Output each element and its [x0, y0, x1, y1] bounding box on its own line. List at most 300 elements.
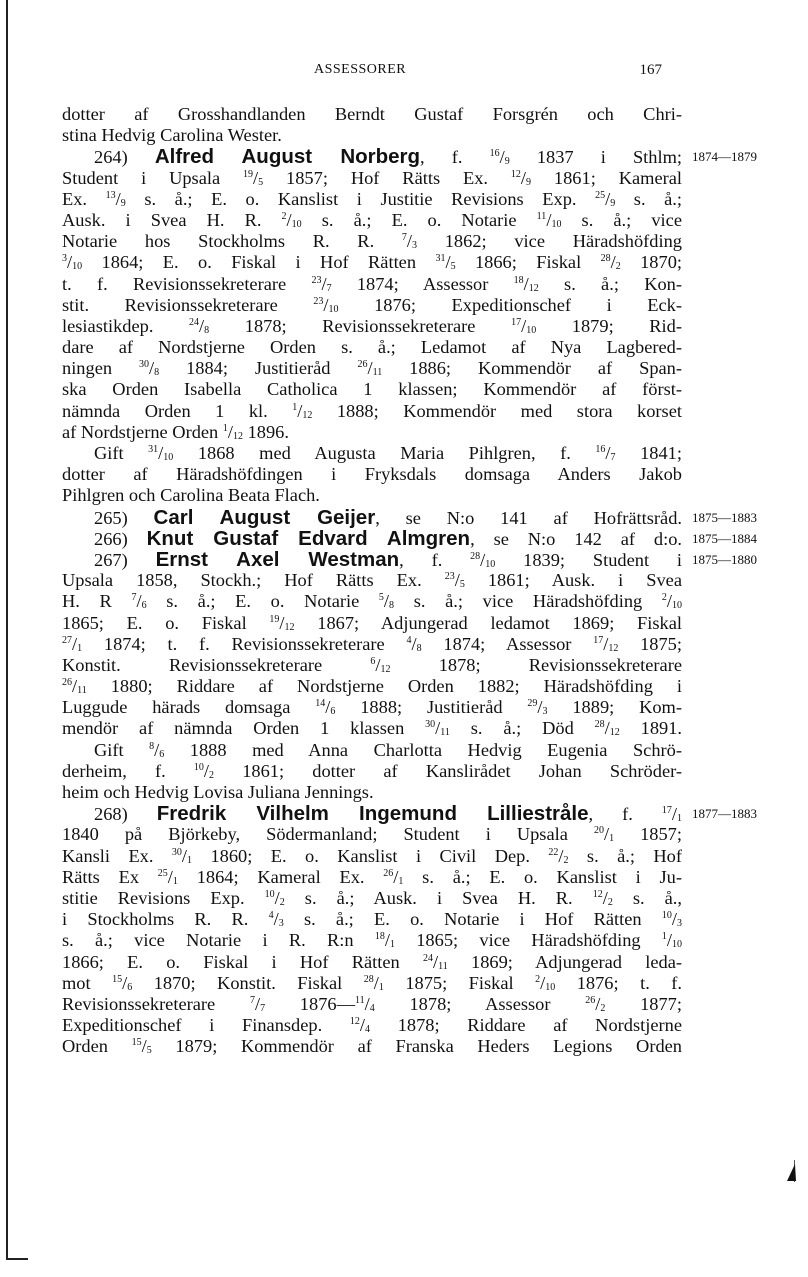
fraction-numerator: 13 — [105, 189, 116, 201]
page-edge-left — [6, 0, 8, 1260]
text-run: 1870; — [620, 252, 682, 273]
text-run: stina Hedvig Carolina Wester. — [62, 125, 282, 146]
fraction-numerator: 23 — [311, 274, 322, 286]
fraction-numerator: 10 — [193, 761, 204, 773]
text-run: 1840 på Björkeby, Södermanland; Student i Upsala — [62, 824, 594, 845]
fraction-denominator: 3 — [412, 240, 418, 252]
fraction-denominator: 5 — [459, 579, 465, 591]
text-run: 1861; Ausk. i Svea — [464, 570, 682, 591]
scan-mark-icon — [785, 1162, 797, 1182]
page-body — [62, 104, 757, 1057]
fraction-numerator: 25 — [157, 867, 168, 879]
fraction-denominator: 10 — [526, 324, 537, 336]
text-run: 1888; Justitieråd — [335, 697, 528, 718]
text-run: / — [364, 993, 370, 1014]
text-run: / — [181, 845, 188, 866]
text-run: mot — [62, 972, 113, 993]
text-run: heim och Hedvig Lovisa Juliana Jennings. — [62, 782, 374, 802]
fraction-denominator: 10 — [545, 981, 556, 993]
fraction-numerator: 18 — [513, 274, 524, 286]
fraction-numerator: 17 — [511, 316, 522, 328]
fraction-denominator: 10 — [672, 600, 682, 612]
fraction-denominator: 7 — [610, 452, 616, 463]
fraction-numerator: 6 — [370, 655, 376, 667]
fraction-numerator: 1 — [661, 931, 667, 943]
text-line — [62, 930, 682, 951]
text-line — [62, 782, 682, 803]
text-line — [62, 952, 682, 973]
text-run: / — [325, 697, 331, 718]
fraction-denominator: 3 — [676, 918, 682, 930]
fraction-denominator: 5 — [146, 1045, 152, 1057]
text-run: 1864; E. o. Fiskal i Hof Rätten — [82, 252, 436, 273]
text-run: 265) — [94, 507, 154, 528]
text-run: 1868 med Augusta Maria Pihlgren, f. — [173, 443, 596, 463]
text-run: , f. — [399, 549, 471, 570]
text-run: s. å.; Död — [449, 718, 595, 739]
text-line — [62, 401, 682, 422]
fraction-denominator: 10 — [291, 218, 302, 230]
fraction-denominator: 12 — [608, 642, 619, 654]
fraction-denominator: 3 — [278, 918, 284, 930]
fraction-denominator: 8 — [389, 600, 395, 612]
text-run: / — [433, 951, 439, 972]
fraction-numerator: 25 — [595, 189, 606, 201]
entry-267-name: Ernst Axel Westman — [155, 547, 400, 571]
text-run: / — [454, 570, 460, 591]
fraction-denominator: 12 — [232, 430, 243, 442]
fraction-numerator: 4 — [406, 634, 412, 646]
fraction-numerator: 24 — [423, 952, 433, 964]
fraction-denominator: 6 — [159, 748, 165, 760]
text-run: , se N:o 142 af d:o. — [470, 528, 683, 549]
fraction-numerator: 19 — [243, 168, 254, 180]
fraction-numerator: 22 — [548, 846, 559, 858]
text-run: 1865; vice Häradshöfding — [394, 930, 662, 951]
text-run: / — [154, 739, 160, 760]
text-run: / — [67, 252, 73, 273]
text-run: 1841; — [615, 443, 682, 463]
text-run: / — [384, 930, 390, 951]
text-run: / — [383, 591, 390, 612]
fraction-denominator: 1 — [609, 833, 615, 845]
fraction-denominator: 5 — [258, 176, 264, 188]
fraction-numerator: 12 — [510, 168, 521, 180]
text-run: / — [480, 549, 486, 570]
text-run: 1878; Assessor — [374, 993, 586, 1014]
fraction-numerator: 12 — [592, 888, 603, 900]
text-run: / — [411, 633, 417, 654]
fraction-denominator: 8 — [154, 367, 160, 379]
text-run: 1861; dotter af Kanslirådet Johan Schröder- — [214, 760, 682, 781]
entry-268-name: Fredrik Vilhelm Ingemund Lilliestråle — [156, 802, 589, 826]
text-run: 1888; Kommendör med stora korset — [312, 400, 682, 421]
margin-years: 1877—1883 — [692, 806, 757, 822]
fraction-denominator: 10 — [328, 303, 339, 315]
text-run: ska Orden Isabella Catholica 1 klassen; Kommendör af först- — [62, 379, 682, 400]
fraction-denominator: 5 — [450, 261, 456, 273]
fraction-numerator: 28 — [470, 550, 481, 562]
running-header — [62, 62, 662, 82]
text-run: / — [603, 824, 610, 845]
text-run: Student i Upsala — [62, 167, 244, 188]
text-run: 1874; Assessor — [331, 273, 514, 294]
fraction-denominator: 12 — [609, 727, 620, 739]
text-line — [62, 231, 682, 252]
fraction-denominator: 10 — [485, 558, 496, 570]
fraction-denominator: 1 — [77, 642, 83, 654]
text-run: ningen — [62, 358, 139, 379]
text-line — [62, 189, 682, 210]
text-run: 1857; Hof Rätts Ex. — [263, 167, 511, 188]
fraction-denominator: 9 — [526, 176, 532, 188]
text-run: 264) — [94, 147, 155, 168]
text-run: Expeditionschef i Finansdep. — [62, 1015, 350, 1036]
fraction-numerator: 12 — [349, 1016, 360, 1028]
text-line — [62, 485, 682, 506]
text-run: H. R — [62, 591, 132, 612]
text-line — [62, 358, 682, 379]
running-head-title: ASSESSORER — [314, 62, 407, 77]
text-run: / — [605, 443, 611, 463]
text-run: Upsala 1858, Stockh.; Hof Rätts Ex. — [62, 570, 445, 591]
margin-years: 1875—1883 — [692, 509, 757, 525]
text-run: 1839; Student i — [495, 549, 683, 570]
text-line — [62, 252, 682, 273]
fraction-numerator: 20 — [593, 825, 604, 837]
text-run: stitie Revisions Exp. — [62, 887, 265, 908]
text-run: / — [602, 887, 608, 908]
fraction-denominator: 8 — [204, 324, 210, 336]
text-run: / — [286, 209, 292, 230]
page-number: 167 — [639, 62, 662, 78]
text-run: / — [406, 231, 413, 252]
fraction-numerator: 28 — [594, 719, 605, 731]
text-run: / — [321, 273, 327, 294]
fraction-denominator: 11 — [438, 960, 448, 972]
fraction-denominator: 9 — [504, 156, 510, 168]
text-line — [62, 697, 682, 718]
fraction-numerator: 27 — [62, 634, 72, 646]
text-run: dotter af Grosshandlanden Berndt Gustaf Forsgrén och Chri- — [62, 104, 682, 124]
fraction-denominator: 10 — [551, 218, 562, 230]
text-run: 1879; Kommendör af Franska Heders Legions Orden — [151, 1036, 682, 1057]
text-run: s. å., — [612, 887, 682, 908]
fraction-numerator: 4 — [268, 910, 274, 922]
text-run: / — [605, 188, 611, 209]
fraction-denominator: 9 — [120, 197, 126, 209]
text-run: / — [666, 930, 672, 951]
fraction-numerator: 1 — [292, 401, 298, 413]
fraction-denominator: 2 — [615, 261, 621, 273]
fraction-denominator: 4 — [365, 1024, 371, 1036]
text-run: Konstit. Revisionssekreterare — [62, 654, 371, 675]
text-run: 1879; Rid- — [536, 315, 682, 336]
text-run: / — [558, 845, 564, 866]
text-run: / — [610, 252, 616, 273]
text-line — [62, 867, 682, 888]
text-run: / — [122, 972, 128, 993]
text-run: Kansli Ex. — [62, 845, 172, 866]
text-run: 268) — [94, 804, 157, 825]
text-run: 1880; Riddare af Nordstjerne Orden 1882; Häradshöfding i — [86, 676, 682, 697]
text-run: / — [141, 1036, 147, 1057]
text-run: / — [227, 421, 233, 442]
text-run: / — [546, 209, 552, 230]
fraction-numerator: 10 — [661, 910, 672, 922]
text-run: / — [499, 147, 505, 168]
text-line — [62, 125, 682, 146]
text-run: Gift — [94, 443, 149, 463]
text-run: / — [373, 972, 379, 993]
fraction-numerator: 14 — [315, 698, 326, 710]
fraction-numerator: 16 — [595, 444, 606, 455]
text-line — [62, 547, 757, 571]
text-line — [62, 655, 682, 676]
fraction-numerator: 7 — [401, 232, 407, 244]
text-line — [62, 994, 682, 1015]
fraction-numerator: 28 — [600, 253, 611, 265]
fraction-numerator: 1 — [222, 422, 228, 434]
text-run: stit. Revisionssekreterare — [62, 294, 314, 315]
text-run: 1878; Riddare af Nordstjerne — [370, 1015, 682, 1036]
fraction-numerator: 3 — [62, 253, 67, 265]
fraction-denominator: 1 — [172, 875, 178, 887]
fraction-numerator: 30 — [425, 719, 436, 731]
fraction-numerator: 23 — [313, 295, 324, 307]
text-run: Revisionssekreterare — [62, 993, 250, 1014]
text-run: 1886; Kommendör af Span- — [382, 358, 683, 379]
text-run: 1860; E. o. Kanslist i Civil Dep. — [192, 845, 549, 866]
text-run: s. å.; Hof — [568, 845, 682, 866]
text-run: s. å.; Kon- — [538, 273, 682, 294]
fraction-numerator: 28 — [363, 973, 374, 985]
fraction-numerator: 31 — [435, 253, 446, 265]
text-line — [62, 443, 682, 464]
text-run: lesiastikdep. — [62, 315, 190, 336]
fraction-denominator: 10 — [163, 452, 174, 463]
fraction-denominator: 6 — [330, 706, 336, 718]
text-line — [62, 104, 682, 125]
fraction-numerator: 2 — [535, 973, 541, 985]
text-run: mendör af nämnda Orden 1 klassen — [62, 718, 426, 739]
fraction-numerator: 23 — [444, 571, 455, 583]
text-run: / — [279, 612, 285, 633]
text-line — [62, 379, 682, 400]
fraction-denominator: 7 — [260, 1002, 266, 1014]
fraction-denominator: 12 — [528, 282, 539, 294]
fraction-numerator: 17 — [593, 634, 604, 646]
text-run: dotter af Häradshöfdingen i Fryksdals domsaga Anders Jakob — [62, 464, 682, 485]
fraction-denominator: 1 — [677, 813, 683, 825]
fraction-denominator: 2 — [563, 854, 569, 866]
fraction-denominator: 1 — [398, 875, 404, 887]
text-run: 1837 i Sthlm; — [509, 147, 683, 168]
text-line — [62, 505, 757, 529]
entry-266-name: Knut Gustaf Edvard Almgren — [146, 526, 471, 550]
fraction-denominator: 1 — [389, 939, 395, 951]
text-run: 1877; — [605, 993, 682, 1014]
text-run: 267) — [94, 549, 156, 570]
fraction-denominator: 8 — [416, 642, 422, 654]
text-run: af Nordstjerne Orden — [62, 421, 223, 442]
text-run: i Stockholms R. R. — [62, 909, 269, 930]
fraction-denominator: 6 — [127, 981, 133, 993]
text-line — [62, 526, 757, 550]
fraction-denominator: 7 — [326, 282, 332, 294]
fraction-numerator: 29 — [527, 698, 538, 710]
text-run: / — [136, 591, 142, 612]
text-run: / — [445, 252, 451, 273]
fraction-denominator: 1 — [187, 854, 193, 866]
text-run: , se N:o 141 af Hofrättsråd. — [375, 507, 682, 528]
text-run: s. å.; vice Notarie i R. R:n — [62, 930, 375, 951]
text-run: s. å.; vice — [561, 209, 682, 230]
fraction-numerator: 15 — [131, 1037, 142, 1049]
fraction-numerator: 26 — [357, 359, 368, 371]
fraction-denominator: 11 — [440, 727, 450, 739]
text-run: 1866; Fiskal — [455, 252, 601, 273]
text-run: 1875; — [618, 633, 682, 654]
text-run: / — [72, 633, 78, 654]
text-run: / — [158, 443, 164, 463]
text-line — [62, 718, 682, 739]
entry-264-name: Alfred August Norberg — [154, 145, 421, 169]
page-edge-bottom — [6, 1258, 28, 1260]
fraction-denominator: 2 — [607, 896, 613, 908]
text-line — [62, 802, 757, 826]
text-run: 1891. — [619, 718, 683, 739]
fraction-numerator: 15 — [112, 973, 123, 985]
text-run: / — [537, 697, 543, 718]
text-run: / — [603, 633, 609, 654]
text-run: 1884; Justitieråd — [159, 358, 358, 379]
text-run: , f. — [588, 804, 662, 825]
text-run: Notarie hos Stockholms R. R. — [62, 231, 402, 252]
fraction-numerator: 24 — [189, 316, 200, 328]
fraction-numerator: 5 — [378, 592, 384, 604]
text-run: 1876; t. f. — [555, 972, 682, 993]
fraction-numerator: 18 — [374, 931, 385, 943]
margin-years: 1875—1884 — [692, 530, 757, 546]
fraction-numerator: 10 — [264, 888, 275, 900]
fraction-denominator: 10 — [672, 939, 682, 951]
fraction-denominator: 12 — [302, 409, 313, 421]
text-line — [62, 740, 682, 761]
fraction-denominator: 2 — [279, 896, 285, 908]
text-run: nämnda Orden 1 kl. — [62, 400, 293, 421]
fraction-numerator: 17 — [661, 805, 672, 817]
entry-265-name: Carl August Geijer — [153, 505, 376, 529]
text-run: Ausk. i Svea H. R. — [62, 209, 282, 230]
text-run: s. å.; E. o. Kanslist i Justitie Revisions Exp. — [125, 188, 596, 209]
fraction-denominator: 12 — [380, 663, 391, 675]
fraction-denominator: 3 — [542, 706, 548, 718]
text-line — [62, 634, 682, 655]
fraction-numerator: 30 — [171, 846, 182, 858]
text-run: / — [149, 358, 155, 379]
text-run: s. å.; E. o. Notarie — [301, 209, 537, 230]
text-run: s. å.; E. o. Notarie — [146, 591, 379, 612]
text-run: s. å.; — [615, 188, 682, 209]
text-run: Ex. — [62, 188, 106, 209]
fraction-numerator: 2 — [661, 592, 667, 604]
text-run: 1875; Fiskal — [383, 972, 536, 993]
fraction-denominator: 6 — [141, 600, 147, 612]
fraction-numerator: 16 — [489, 148, 500, 160]
text-run: / — [604, 718, 610, 739]
text-run: 1874; t. f. Revisionssekreterare — [82, 633, 407, 654]
text-run: Luggude härads domsaga — [62, 697, 316, 718]
text-run: / — [521, 315, 527, 336]
fraction-numerator: 30 — [139, 359, 149, 371]
text-run: / — [199, 315, 205, 336]
text-run: 1862; vice Häradshöfding — [417, 231, 682, 252]
text-line — [62, 168, 682, 189]
text-run: 1889; Kom- — [547, 697, 682, 718]
fraction-numerator: 11 — [536, 210, 547, 222]
text-line — [62, 295, 682, 316]
text-run: / — [367, 358, 373, 379]
text-run: 1878; Revisionssekreterare — [209, 315, 512, 336]
text-run: s. å.; vice Häradshöfding — [394, 591, 662, 612]
text-run: / — [72, 676, 78, 697]
text-run: / — [203, 760, 210, 781]
text-line — [62, 145, 757, 169]
text-run: / — [323, 294, 329, 315]
text-run: 1869; Adjungerad leda- — [447, 951, 682, 972]
text-run: / — [671, 804, 678, 825]
text-run: / — [375, 654, 381, 675]
fraction-numerator: 8 — [149, 740, 155, 752]
text-run: / — [359, 1015, 366, 1036]
text-line — [62, 676, 682, 697]
fraction-numerator: 19 — [269, 613, 280, 625]
text-line — [62, 464, 682, 485]
margin-years: 1874—1879 — [692, 149, 757, 165]
text-run: dare af Nordstjerne Orden s. å.; Ledamot af Nya Lagbered- — [62, 337, 682, 358]
fraction-numerator: 2 — [281, 210, 287, 222]
text-run: derheim, f. — [62, 760, 194, 781]
fraction-denominator: 11 — [77, 685, 87, 697]
fraction-denominator: 11 — [372, 367, 383, 379]
text-run: / — [671, 909, 677, 930]
text-run: 1874; Assessor — [421, 633, 594, 654]
text-run: / — [115, 188, 121, 209]
text-run: 1857; — [614, 824, 682, 845]
text-run: / — [254, 993, 261, 1014]
text-line — [62, 824, 682, 845]
text-line — [62, 570, 682, 591]
text-run: 266) — [94, 528, 147, 549]
fraction-denominator: 2 — [600, 1002, 606, 1014]
text-run: s. å.; Ausk. i Svea H. R. — [284, 887, 593, 908]
fraction-numerator: 26 — [62, 677, 72, 689]
fraction-numerator: 31 — [148, 444, 159, 455]
text-run: 1876— — [265, 993, 355, 1014]
text-run: / — [666, 591, 672, 612]
text-line — [62, 973, 682, 994]
text-run: / — [435, 718, 441, 739]
fraction-denominator: 9 — [610, 197, 616, 209]
text-run: / — [523, 273, 529, 294]
text-run: s. å.; E. o. Kanslist i Ju- — [403, 866, 682, 887]
text-run: 1866; E. o. Fiskal i Hof Rätten — [62, 951, 423, 972]
text-run: t. f. Revisionssekreterare — [62, 273, 312, 294]
text-run: s. å.; E. o. Notarie i Hof Rätten — [283, 909, 662, 930]
text-run: 1888 med Anna Charlotta Hedvig Eugenia Schrö- — [164, 739, 682, 760]
margin-years: 1875—1880 — [692, 551, 757, 567]
